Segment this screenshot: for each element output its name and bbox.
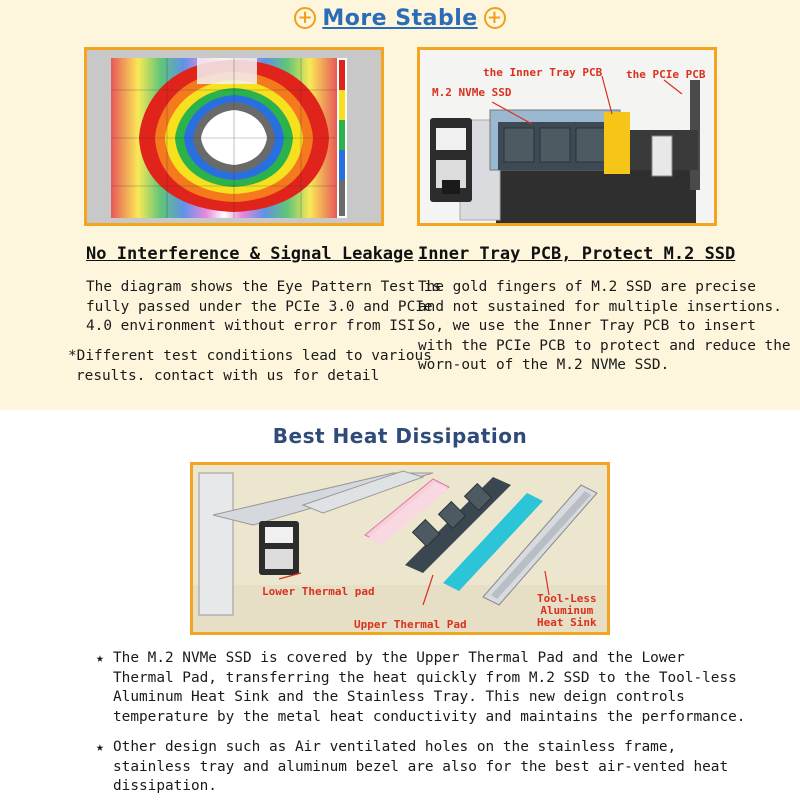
label-heat-sink — [537, 593, 597, 629]
tray-body-line: worn-out of the M.2 NVMe SSD. — [418, 357, 670, 373]
list-item — [96, 649, 756, 727]
label-upper-thermal-pad: Upper Thermal Pad — [354, 618, 467, 631]
note-line: *Different test conditions lead to various — [68, 348, 432, 364]
bullet-line: dissipation. — [113, 778, 217, 794]
star-icon: ★ — [96, 740, 104, 755]
bullet-line: Aluminum Heat Sink and the Stainless Tray. This new deign controls — [113, 689, 685, 705]
heatsink-label-line: Tool-Less — [537, 592, 597, 605]
eye-body-line: The diagram shows the Eye Pattern Test is — [86, 279, 442, 295]
tray-body-line: The gold fingers of M.2 SSD are precise — [418, 279, 756, 295]
bullet-line: Thermal Pad, transferring the heat quickly from M.2 SSD to the Tool-less — [113, 669, 737, 686]
bullet-list — [96, 649, 756, 808]
eye-pattern-body — [86, 278, 441, 337]
inner-tray-body — [418, 278, 791, 376]
label-lower-thermal-pad: Lower Thermal pad — [262, 585, 375, 598]
bullet-line: Other design such as Air ventilated holes on the stainless frame, — [113, 739, 677, 755]
tray-body-line: with the PCIe PCB to protect and reduce the — [418, 337, 791, 354]
heatsink-label-line: Aluminum — [540, 604, 594, 617]
tray-body-line: and not sustained for multiple insertions. — [418, 298, 782, 315]
plus-circle-icon: + — [294, 7, 316, 29]
eye-pattern-image — [84, 47, 384, 226]
section-title-stable-text[interactable]: More Stable — [322, 6, 478, 31]
bullet-line: The M.2 NVMe SSD is covered by the Upper Thermal Pad and the Lower — [113, 650, 685, 666]
eye-pattern-note — [68, 347, 432, 386]
list-item — [96, 738, 756, 797]
heatsink-label-line: Heat Sink — [537, 616, 597, 629]
bullet-line: stainless tray and aluminum bezel are also for the best air-vented heat — [113, 758, 729, 775]
section-title-stable — [0, 6, 800, 31]
eye-body-line: 4.0 environment without error from ISI. — [86, 318, 424, 334]
tray-body-line: So, we use the Inner Tray PCB to insert — [418, 318, 756, 334]
eye-body-line: fully passed under the PCIe 3.0 and PCIe — [86, 298, 433, 315]
label-inner-tray-pcb: the Inner Tray PCB — [483, 66, 603, 79]
section-title-heat: Best Heat Dissipation — [272, 424, 528, 448]
inner-tray-heading: Inner Tray PCB, Protect M.2 SSD — [418, 244, 736, 264]
note-line: results. contact with us for detail — [76, 367, 380, 384]
label-pcie-pcb: the PCIe PCB — [626, 68, 706, 81]
eye-pattern-heading: No Interference & Signal Leakage — [86, 244, 414, 264]
star-icon: ★ — [96, 651, 104, 666]
plus-circle-icon: + — [484, 7, 506, 29]
bullet-line: temperature by the metal heat conductivity and maintains the performance. — [113, 708, 746, 725]
label-nvme-ssd: M.2 NVMe SSD — [432, 86, 512, 99]
